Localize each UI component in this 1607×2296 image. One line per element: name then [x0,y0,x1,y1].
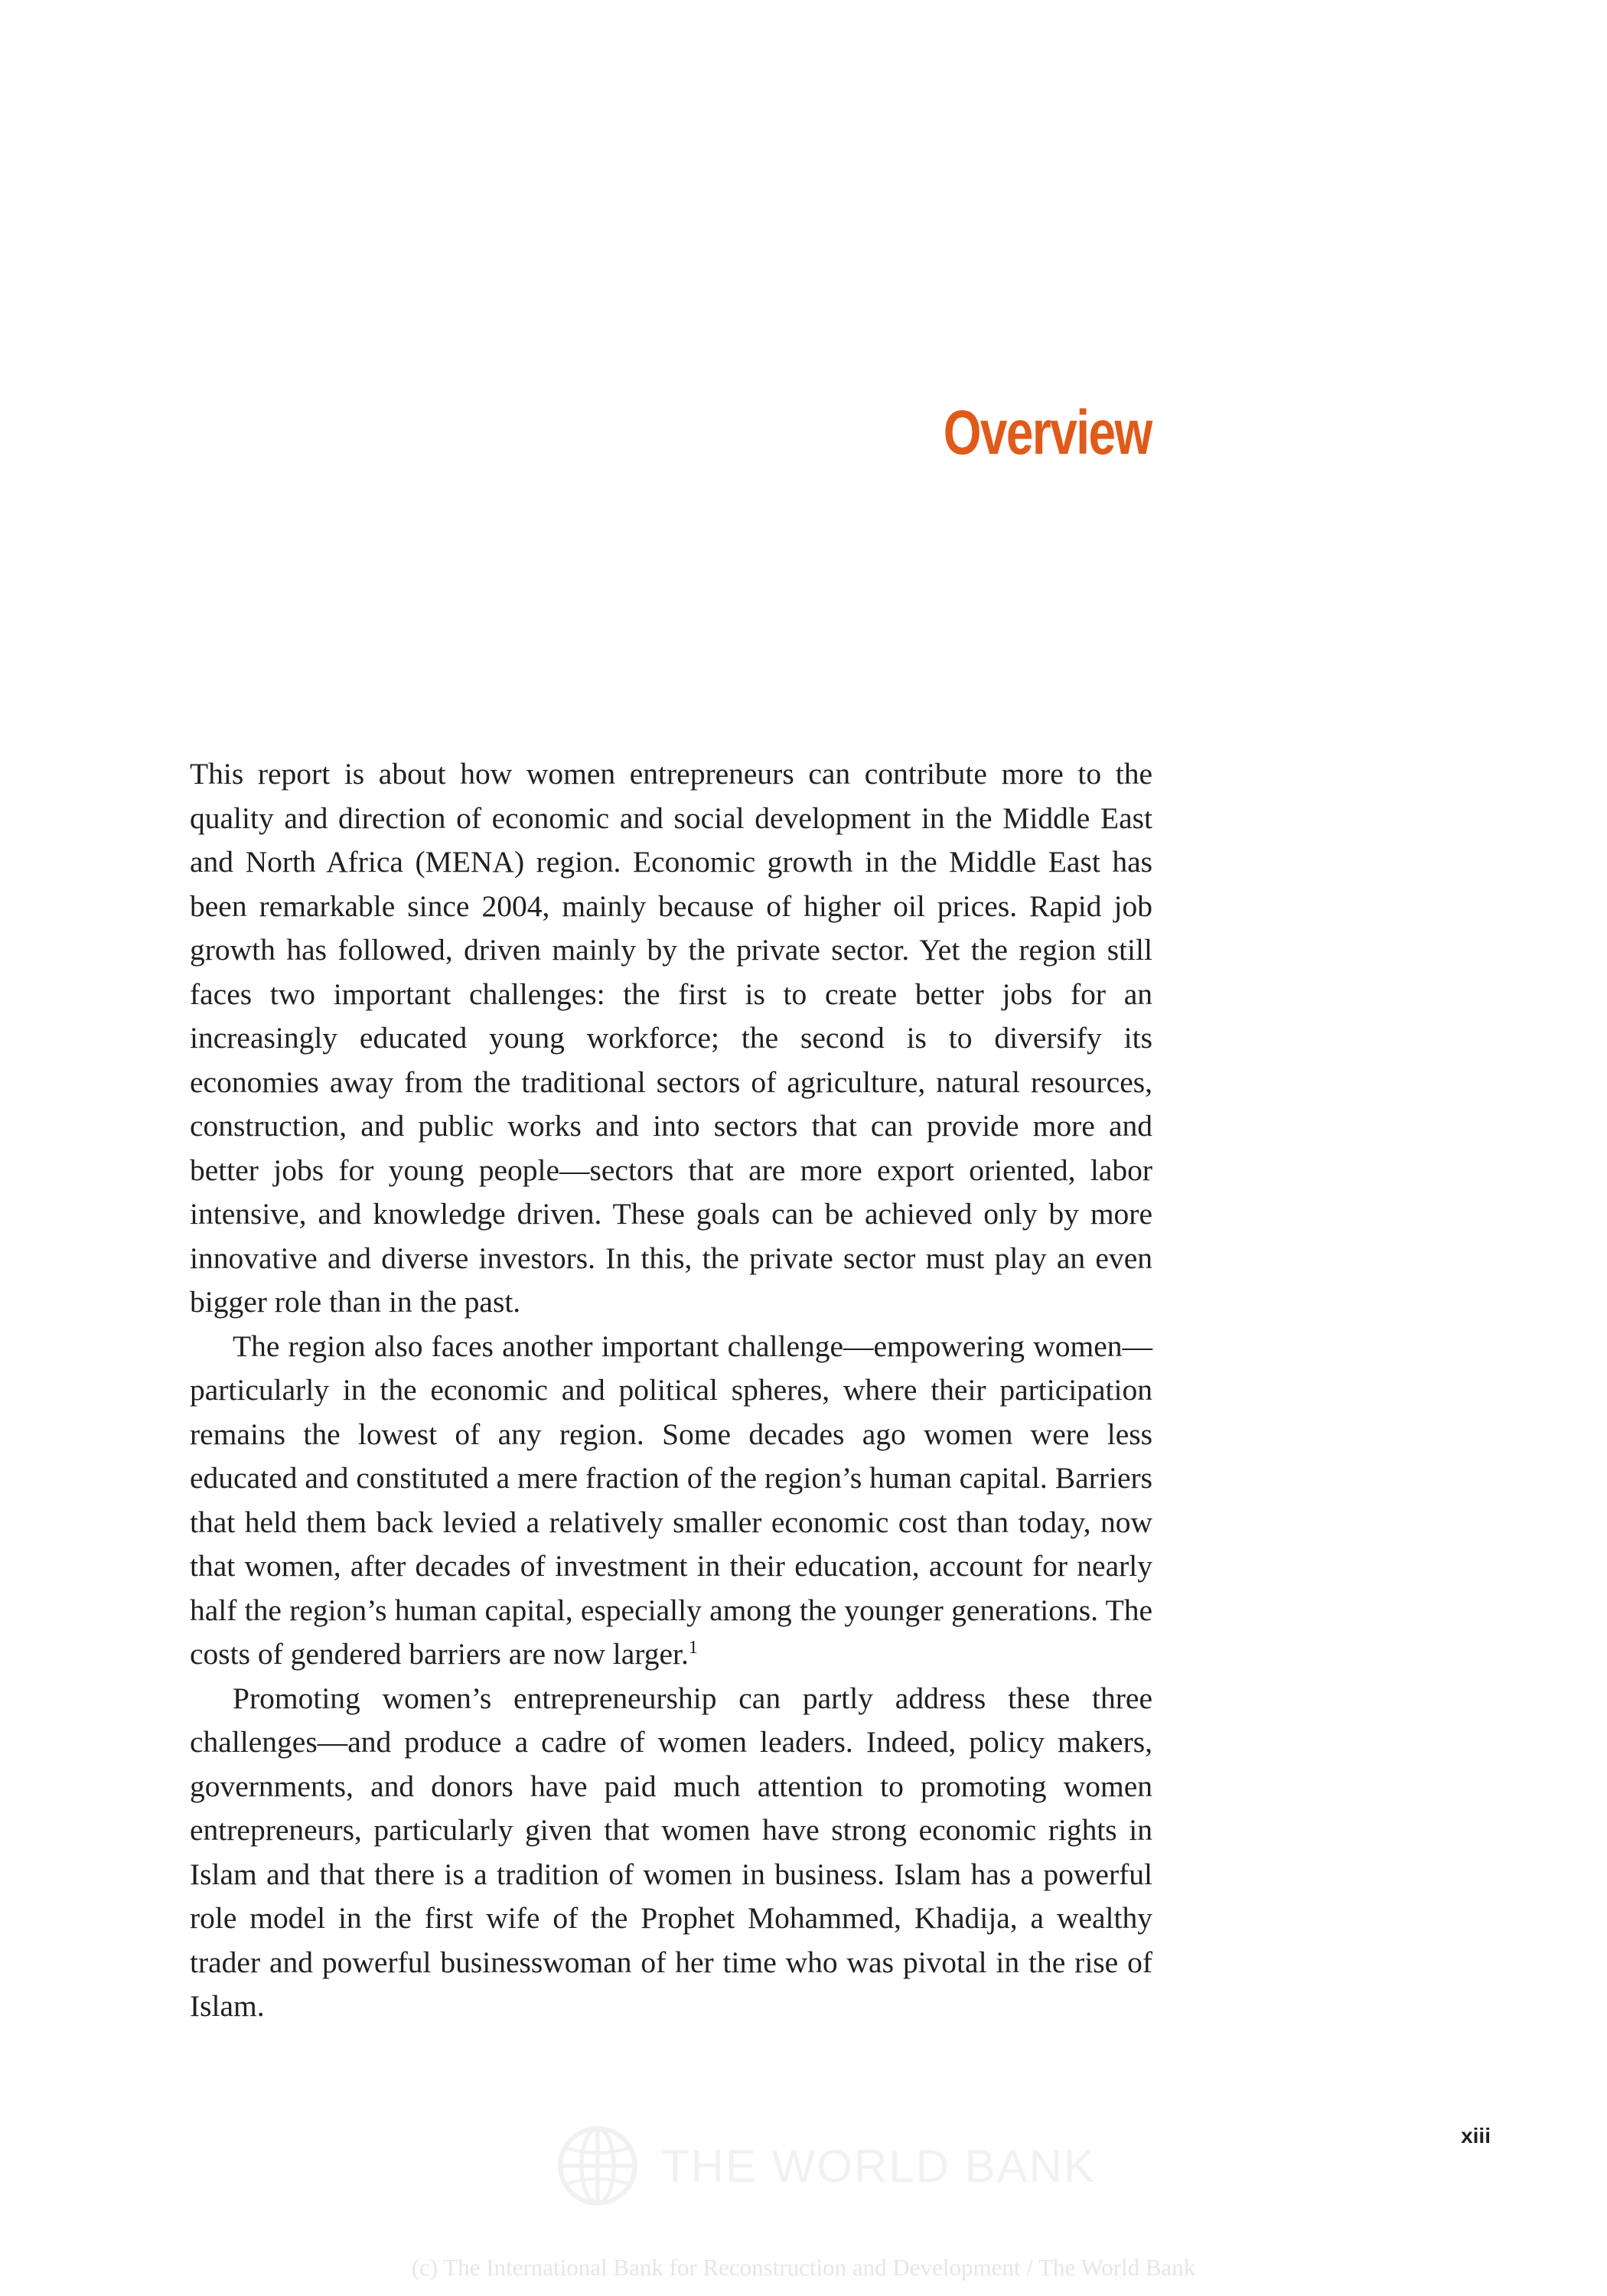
paragraph: This report is about how women entrepreneurs can contribute more to the quality and direction of economic and social development in the Middle East and North Africa (MENA) region. Economic growth in the Middle East has been remarkable since 2004, mainly because of higher oil prices. Rapid job growth has followed, driven mainly by the private sector. Yet the region still faces two important challenges: the first is to create better jobs for an increasingly educated young workforce; the second is to diversify its economies away from the traditional sectors of agriculture, natural resources, construction, and public works and into sectors that can provide more and better jobs for young people—sectors that are more export oriented, labor intensive, and knowledge driven. These goals can be achieved only by more innovative and diverse investors. In this, the private sector must play an even bigger role than in the past. [190,757,1152,1319]
copyright-notice: (c) The International Bank for Reconstruction and Development / The World Bank [411,2254,1196,2281]
world-bank-globe-icon [557,2125,638,2206]
paragraph: Promoting women’s entrepreneurship can partly address these three challenges—and produce a cadre of women leaders. Indeed, policy makers, governments, and donors have paid much attention to promoting women entrepreneurs, particularly given that women have strong economic rights in Islam and that there is a tradition of women in business. Islam has a powerful role model in the first wife of the Prophet Mohammed, Khadija, a wealthy trader and powerful businesswoman of her time who was pivotal in the rise of Islam. [190,1681,1152,2023]
watermark-text: THE WORLD BANK [661,2140,1097,2192]
body-text [190,752,1152,2029]
page-title: Overview [944,398,1152,468]
footnote-ref[interactable]: 1 [688,1638,698,1658]
paragraph: The region also faces another important challenge—empowering women—particularly in the economic and political spheres, where their participation remains the lowest of any region. Some decades ago women were less educated and constituted a mere fraction of the region’s human capital. Barriers that held them back levied a relatively smaller economic cost than today, now that women, after decades of investment in their education, account for nearly half the region’s human capital, especially among the younger generations. The costs of gendered barriers are now larger.$^1$ [190,1329,1152,1671]
page-number: xiii [1461,2124,1491,2148]
world-bank-watermark [557,2124,1096,2208]
